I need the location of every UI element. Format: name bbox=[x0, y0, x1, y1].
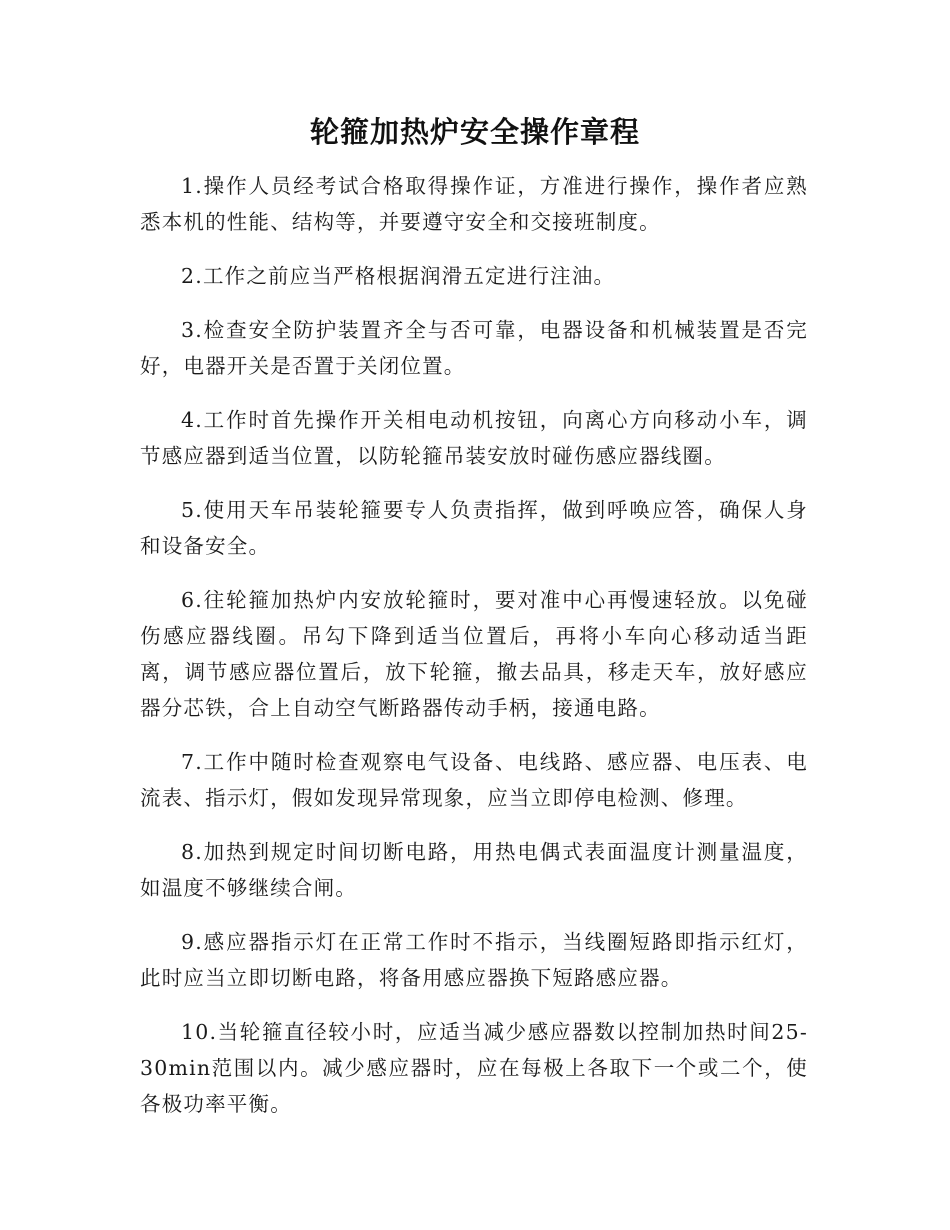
document-title: 轮箍加热炉安全操作章程 bbox=[309, 115, 640, 149]
paragraph-6: 6.往轮箍加热炉内安放轮箍时，要对准中心再慢速轻放。以免碰伤感应器线圈。吊勾下降到适当位置后，再将小车向心移动适当距离，调节感应器位置后，放下轮箍，撤去品具，移走天车，放好感应器分芯铁，合上自动空气断路器传动手柄，接通电路。 bbox=[140, 588, 808, 720]
paragraph-5: 5.使用天车吊装轮箍要专人负责指挥，做到呼唤应答，确保人身和设备安全。 bbox=[140, 498, 808, 558]
paragraph-7: 7.工作中随时检查观察电气设备、电线路、感应器、电压表、电流表、指示灯，假如发现异常现象，应当立即停电检测、修理。 bbox=[140, 750, 808, 810]
paragraph-9: 9.感应器指示灯在正常工作时不指示，当线圈短路即指示红灯，此时应当立即切断电路，将备用感应器换下短路感应器。 bbox=[140, 930, 808, 990]
paragraph-3: 3.检查安全防护装置齐全与否可靠，电器设备和机械装置是否完好，电器开关是否置于关闭位置。 bbox=[140, 318, 808, 378]
paragraph-8: 8.加热到规定时间切断电路，用热电偶式表面温度计测量温度，如温度不够继续合闸。 bbox=[140, 840, 808, 900]
paragraph-4: 4.工作时首先操作开关相电动机按钮，向离心方向移动小车，调节感应器到适当位置，以防轮箍吊装安放时碰伤感应器线圈。 bbox=[140, 408, 808, 468]
paragraph-2: 2.工作之前应当严格根据润滑五定进行注油。 bbox=[181, 264, 616, 288]
document-body bbox=[140, 168, 808, 1140]
paragraph-1: 1.操作人员经考试合格取得操作证，方准进行操作，操作者应熟悉本机的性能、结构等，并要遵守安全和交接班制度。 bbox=[140, 174, 808, 234]
paragraph-10: 10.当轮箍直径较小时，应适当减少感应器数以控制加热时间25-30min范围以内。减少感应器时，应在每极上各取下一个或二个，使各极功率平衡。 bbox=[140, 1020, 808, 1116]
